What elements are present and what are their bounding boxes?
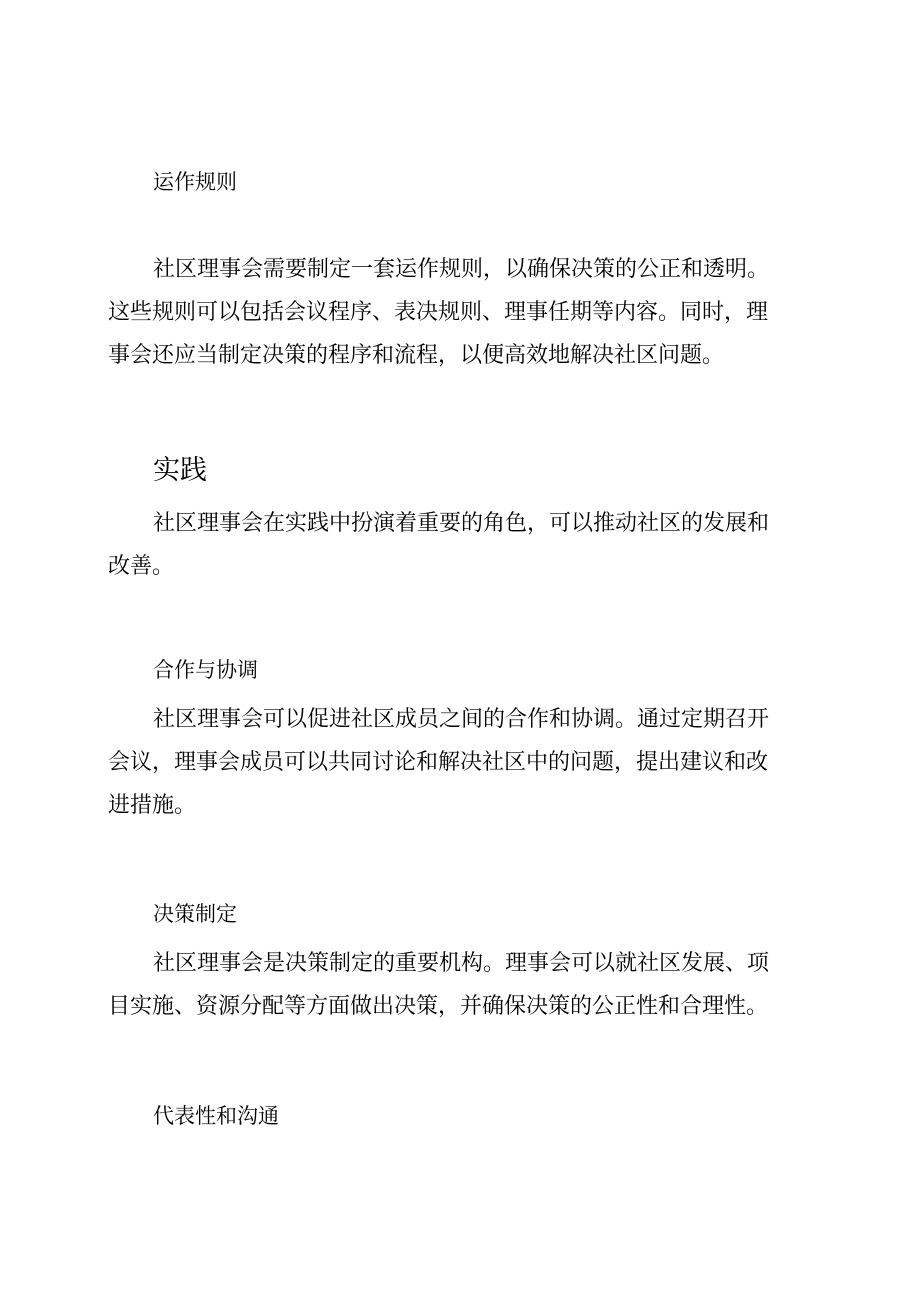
- paragraph-line: 社区理事会在实践中扮演着重要的角色，可以推动社区的发展和: [153, 511, 770, 536]
- paragraph-operating-rules: [108, 248, 808, 377]
- paragraph-line: 目实施、资源分配等方面做出决策，并确保决策的公正性和合理性。: [108, 994, 769, 1019]
- heading-operating-rules: 运作规则: [153, 170, 237, 194]
- paragraph-line: 进措施。: [108, 793, 197, 818]
- heading-practice: 实践: [153, 455, 207, 486]
- paragraph-line: 社区理事会可以促进社区成员之间的合作和协调。通过定期召开: [153, 707, 770, 732]
- paragraph-line: 事会还应当制定决策的程序和流程，以便高效地解决社区问题。: [108, 343, 725, 368]
- paragraph-practice: [108, 502, 808, 588]
- paragraph-line: 社区理事会需要制定一套运作规则，以确保决策的公正和透明。: [153, 257, 770, 282]
- paragraph-decision-making: [108, 942, 808, 1028]
- paragraph-cooperation: [108, 698, 808, 827]
- paragraph-line: 改善。: [108, 554, 175, 579]
- paragraph-line: 这些规则可以包括会议程序、表决规则、理事任期等内容。同时，理: [108, 300, 769, 325]
- heading-cooperation: 合作与协调: [153, 658, 258, 682]
- heading-representation: 代表性和沟通: [153, 1104, 279, 1128]
- heading-decision-making: 决策制定: [153, 902, 237, 926]
- paragraph-line: 会议，理事会成员可以共同讨论和解决社区中的问题，提出建议和改: [108, 750, 769, 775]
- paragraph-line: 社区理事会是决策制定的重要机构。理事会可以就社区发展、项: [153, 951, 770, 976]
